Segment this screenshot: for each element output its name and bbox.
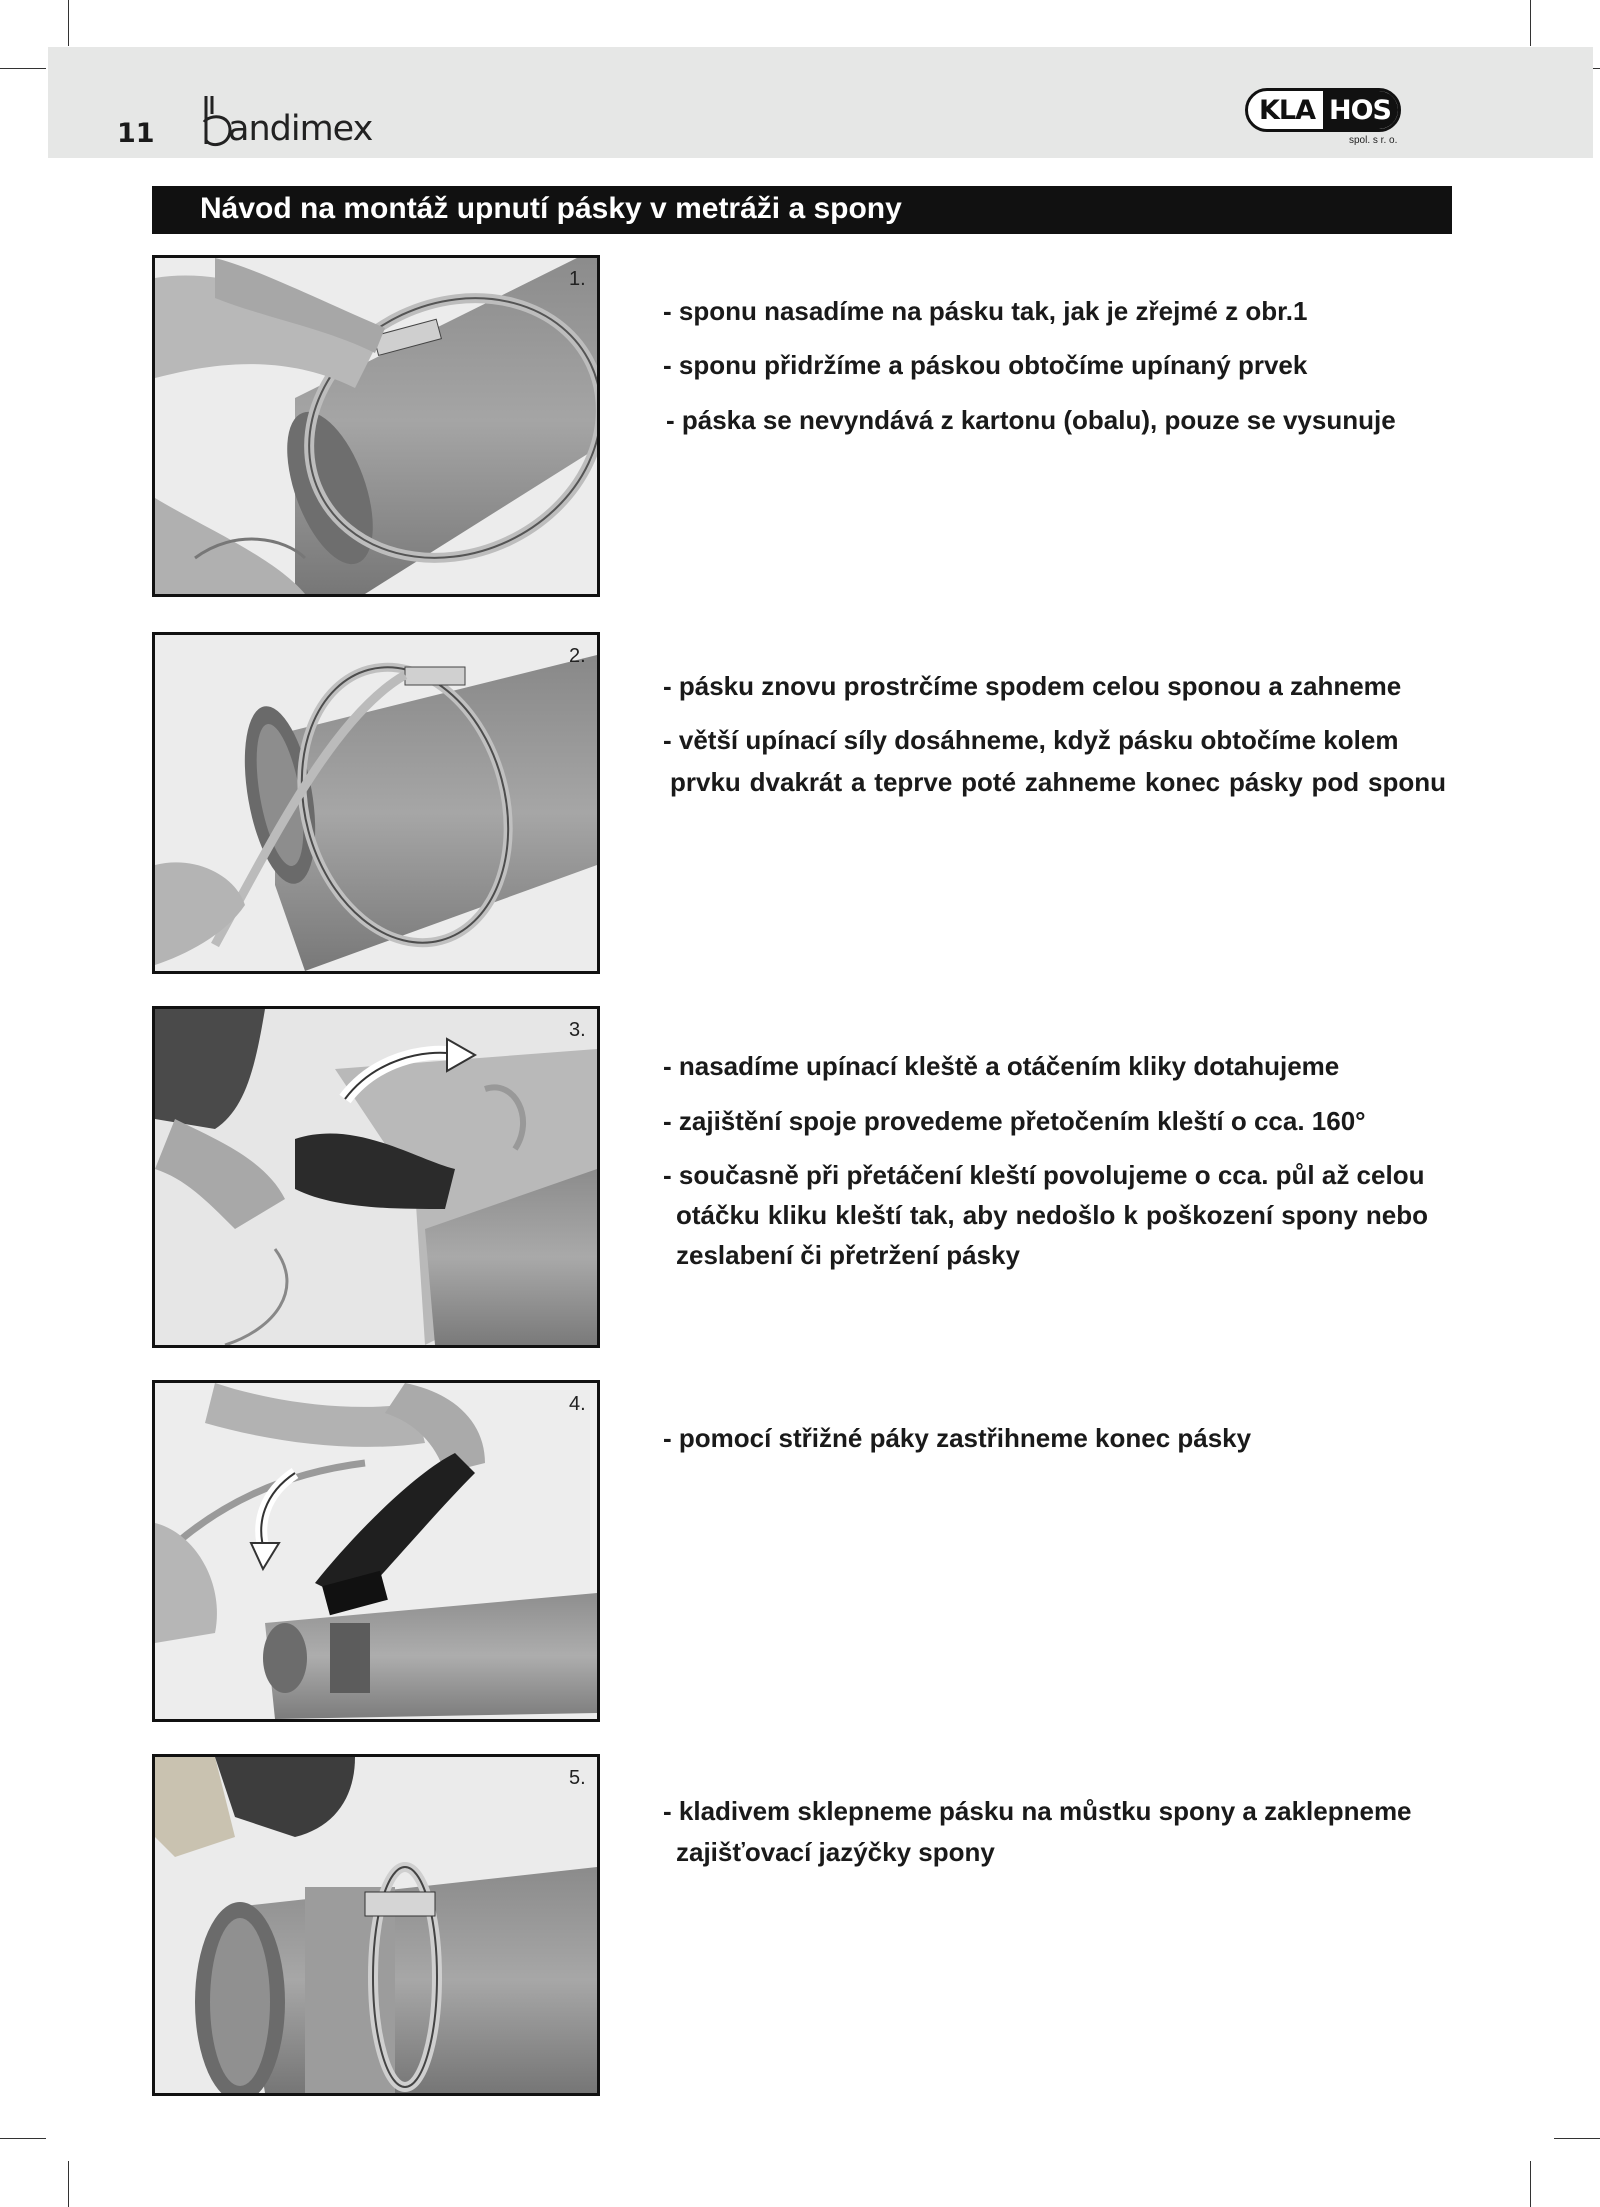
step-5-number: 5. <box>569 1767 586 1789</box>
step-1-number: 1. <box>569 268 586 290</box>
step-4-photo <box>152 1380 600 1722</box>
step-5-line-2: zajišťovací jazýčky spony <box>676 1837 995 1867</box>
step-3-line-5: zeslabení či přetržení pásky <box>676 1240 1020 1270</box>
step-3-line-4: otáčku kliku kleští tak, aby nedošlo k poškození spony nebo <box>676 1200 1428 1230</box>
klahos-subtitle: spol. s r. o. <box>1349 135 1398 146</box>
step-3-photo <box>152 1006 600 1348</box>
step-3-line-2: - zajištění spoje provedeme přetočením kleští o cca. 160° <box>663 1106 1366 1136</box>
crop-mark <box>68 2161 69 2207</box>
crop-mark <box>0 2138 46 2139</box>
step-3-illustration <box>155 1009 597 1345</box>
step-2-photo <box>152 632 600 974</box>
bandimex-logo <box>200 94 375 150</box>
step-2-line-1: - pásku znovu prostrčíme spodem celou sponou a zahneme <box>663 671 1402 701</box>
klahos-wordmark-kla: KLA <box>1259 95 1316 126</box>
step-5-line-1: - kladivem sklepneme pásku na můstku spony a zaklepneme <box>663 1796 1412 1826</box>
step-2-line-3: prvku dvakrát a teprve poté zahneme konec pásky pod sponu <box>670 767 1446 797</box>
title-bar <box>152 186 1452 234</box>
step-5-photo <box>152 1754 600 2096</box>
page-title: Návod na montáž upnutí pásky v metráži a spony <box>200 192 902 225</box>
klahos-wordmark-hos: HOS <box>1329 95 1391 126</box>
step-1-line-2: - sponu přidržíme a páskou obtočíme upínaný prvek <box>663 350 1308 380</box>
step-4-line-1: - pomocí střižné páky zastřihneme konec pásky <box>663 1423 1252 1453</box>
step-3-line-1: - nasadíme upínací kleště a otáčením kliky dotahujeme <box>663 1051 1340 1081</box>
step-1-line-1: - sponu nasadíme na pásku tak, jak je zřejmé z obr.1 <box>663 296 1308 326</box>
step-4-illustration <box>155 1383 597 1719</box>
step-2-line-2: - větší upínací síly dosáhneme, když pásku obtočíme kolem <box>663 725 1399 755</box>
crop-mark <box>1554 2138 1600 2139</box>
bandimex-wordmark: andimex <box>228 109 373 149</box>
step-4-number: 4. <box>569 1393 586 1415</box>
crop-mark <box>1530 0 1531 46</box>
crop-mark <box>1530 2161 1531 2207</box>
page-number: 11 <box>117 118 155 149</box>
step-2-illustration <box>155 635 597 971</box>
crop-mark <box>0 68 46 69</box>
step-1-illustration <box>155 258 597 594</box>
step-3-number: 3. <box>569 1019 586 1041</box>
klahos-logo <box>1245 88 1405 148</box>
step-1-line-3: - páska se nevyndává z kartonu (obalu), pouze se vysunuje <box>666 405 1396 435</box>
step-1-photo <box>152 255 600 597</box>
step-5-illustration <box>155 1757 597 2093</box>
crop-mark <box>68 0 69 46</box>
step-3-line-3: - současně při přetáčení kleští povolujeme o cca. půl až celou <box>663 1160 1425 1190</box>
step-2-number: 2. <box>569 645 586 667</box>
